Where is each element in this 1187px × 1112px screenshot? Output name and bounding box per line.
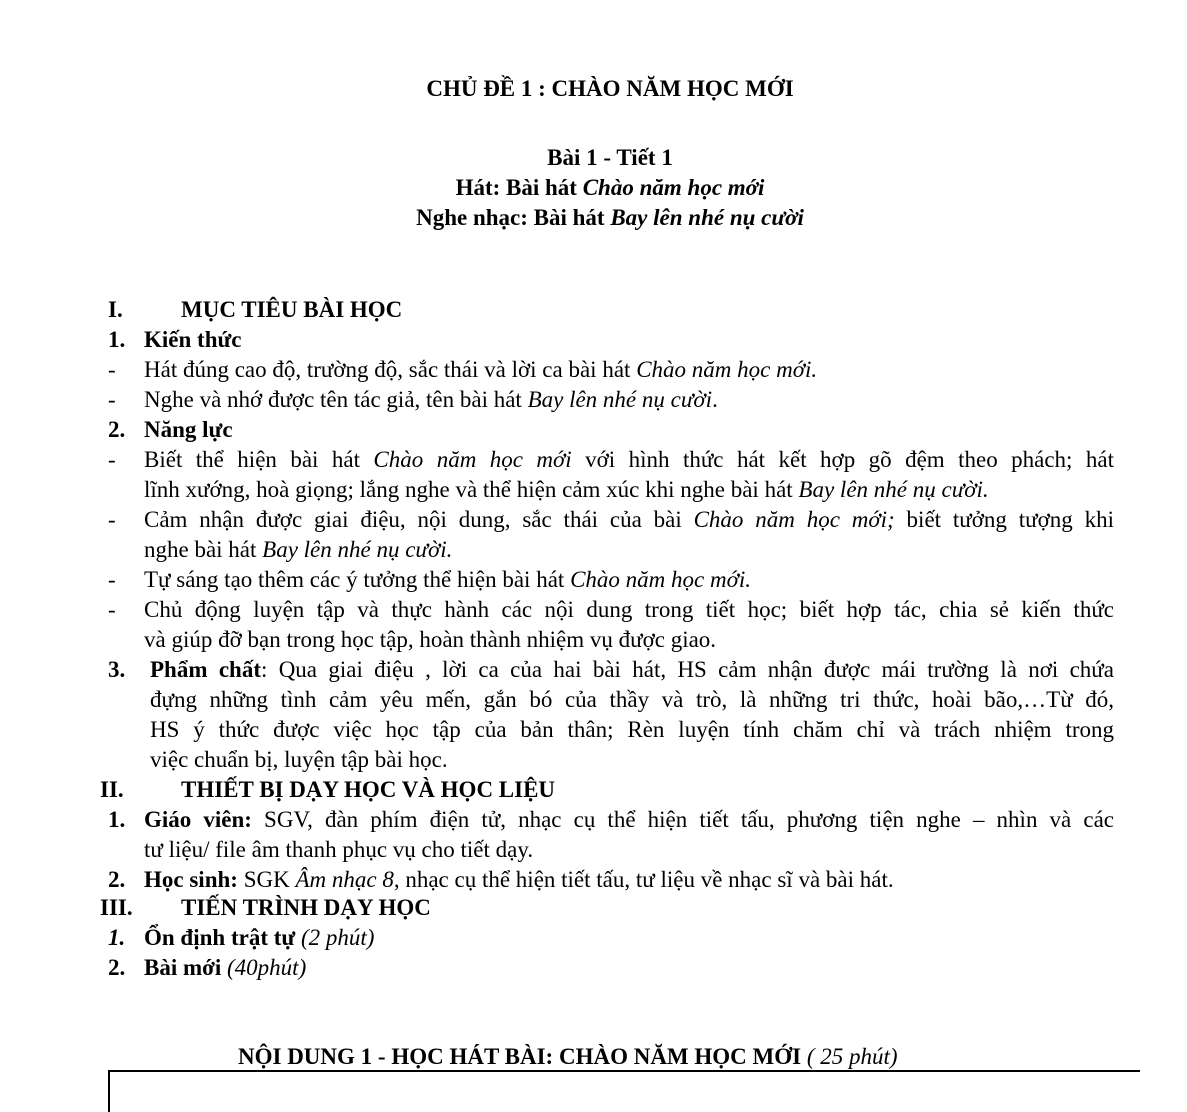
item2-line	[144, 953, 306, 983]
section3-title: TIẾN TRÌNH DẠY HỌC	[181, 895, 431, 920]
text: Cảm nhận được giai điệu, nội dung, sắc thái của bài	[144, 507, 694, 532]
teacher-line-1	[144, 805, 1114, 835]
text: biết tưởng tượng khi	[894, 507, 1114, 532]
song-title: Bay lên nhé nụ cười.	[262, 537, 453, 562]
sing-song: Chào năm học mới	[582, 175, 765, 200]
book-title: Âm nhạc 8	[295, 867, 394, 892]
text: HS ý thức được việc học tập của bản thân; Rèn luyện tính chăm chỉ và trách nhiệm trong	[150, 717, 1114, 742]
listen-prefix: Nghe nhạc: Bài hát	[416, 205, 611, 230]
text: SGK	[237, 867, 296, 892]
item1-line	[144, 923, 374, 953]
knowledge-title: Kiến thức	[144, 327, 242, 352]
text: Biết thể hiện bài hát	[144, 447, 374, 472]
song-title: Chào năm học mới;	[693, 507, 895, 532]
competence-bullet-4-line-1	[144, 595, 1114, 625]
student-label: Học sinh:	[144, 867, 238, 892]
competence-bullet-2-line-1	[144, 505, 1114, 535]
item1-title: Ổn định trật tự	[144, 925, 296, 950]
section2-title: THIẾT BỊ DẠY HỌC VÀ HỌC LIỆU	[181, 777, 556, 802]
song-title: Chào năm học mới	[373, 447, 572, 472]
text: đựng những tình cảm yêu mến, gắn bó của thầy và trò, là những tri thức, hoài bão,…Từ đó,	[150, 687, 1114, 712]
text: Chủ động luyện tập và thực hành các nội dung trong tiết học; biết hợp tác, chia sẻ kiến thức	[144, 597, 1114, 622]
content1-table-border	[108, 1070, 1140, 1112]
song-title: Chào năm học mới.	[636, 357, 818, 382]
teacher-label: Giáo viên:	[144, 807, 252, 832]
item1-time: (2 phút)	[295, 925, 375, 950]
text-end: .	[712, 387, 718, 412]
competence-bullet-4-line-2: và giúp đỡ bạn trong học tập, hoàn thành nhiệm vụ được giao.	[144, 627, 717, 652]
text: , nhạc cụ thể hiện tiết tấu, tư liệu về nhạc sĩ và bài hát.	[393, 867, 894, 892]
content1-title: NỘI DUNG 1 - HỌC HÁT BÀI: CHÀO NĂM HỌC MỚI	[238, 1044, 802, 1069]
section1-title: MỤC TIÊU BÀI HỌC	[181, 297, 403, 322]
knowledge-bullet-2	[144, 385, 718, 415]
topic-title: CHỦ ĐỀ 1 : CHÀO NĂM HỌC MỚI	[426, 76, 794, 101]
listen-song: Bay lên nhé nụ cười	[610, 205, 804, 230]
teacher-line-2: tư liệu/ file âm thanh phục vụ cho tiết dạy.	[144, 837, 534, 862]
text: với hình thức hát kết hợp gõ đệm theo phách; hát	[571, 447, 1114, 472]
lesson-number: Bài 1 - Tiết 1	[547, 145, 673, 170]
bullet-dash: -	[108, 507, 116, 532]
content1-heading	[238, 1042, 898, 1072]
song-title: Bay lên nhé nụ cười	[527, 387, 713, 412]
bullet-dash: -	[108, 597, 116, 622]
student-num: 2.	[108, 867, 126, 892]
song-title: Bay lên nhé nụ cười.	[798, 477, 989, 502]
item2-time: (40phút)	[221, 955, 307, 980]
item2-num: 2.	[108, 955, 126, 980]
student-line	[144, 865, 894, 895]
bullet-dash: -	[108, 357, 116, 382]
qualities-line-4: việc chuẩn bị, luyện tập bài học.	[150, 747, 448, 772]
competence-num: 2.	[108, 417, 126, 442]
knowledge-num: 1.	[108, 327, 126, 352]
bullet-dash: -	[108, 447, 116, 472]
item1-num: 1.	[108, 925, 126, 950]
text: Nghe và nhớ được tên tác giả, tên bài hát	[144, 387, 528, 412]
item2-title: Bài mới	[144, 955, 222, 980]
sing-prefix: Hát: Bài hát	[455, 175, 583, 200]
text: Hát đúng cao độ, trường độ, sắc thái và lời ca bài hát	[144, 357, 637, 382]
qualities-title: Phẩm chất	[150, 657, 261, 682]
competence-bullet-2-line-2	[144, 535, 452, 565]
competence-title: Năng lực	[144, 417, 233, 442]
qualities-num: 3.	[108, 657, 126, 682]
content1-time: ( 25 phút)	[801, 1044, 898, 1069]
section1-numeral: I.	[108, 297, 123, 322]
knowledge-bullet-1	[144, 355, 817, 385]
competence-bullet-1-line-2	[144, 475, 989, 505]
qualities-line-1	[150, 655, 1114, 685]
competence-bullet-3	[144, 565, 751, 595]
text: : Qua giai điệu , lời ca của hai bài hát, HS cảm nhận được mái trường là nơi chứa	[260, 657, 1114, 682]
qualities-line-3	[150, 715, 1114, 745]
section3-numeral: III.	[100, 895, 133, 920]
lesson-sing-line	[0, 175, 1187, 201]
qualities-line-2	[150, 685, 1114, 715]
text: Tự sáng tạo thêm các ý tưởng thể hiện bài hát	[144, 567, 571, 592]
bullet-dash: -	[108, 387, 116, 412]
competence-bullet-1-line-1	[144, 445, 1114, 475]
song-title: Chào năm học mới.	[570, 567, 751, 592]
text: lĩnh xướng, hoà giọng; lắng nghe và thể hiện cảm xúc khi nghe bài hát	[144, 477, 799, 502]
text: nghe bài hát	[144, 537, 263, 562]
teacher-num: 1.	[108, 807, 126, 832]
text: SGV, đàn phím điện tử, nhạc cụ thể hiện tiết tấu, phương tiện nghe – nhìn và các	[251, 807, 1114, 832]
section2-numeral: II.	[100, 777, 124, 802]
bullet-dash: -	[108, 567, 116, 592]
lesson-listen-line	[0, 205, 1187, 231]
